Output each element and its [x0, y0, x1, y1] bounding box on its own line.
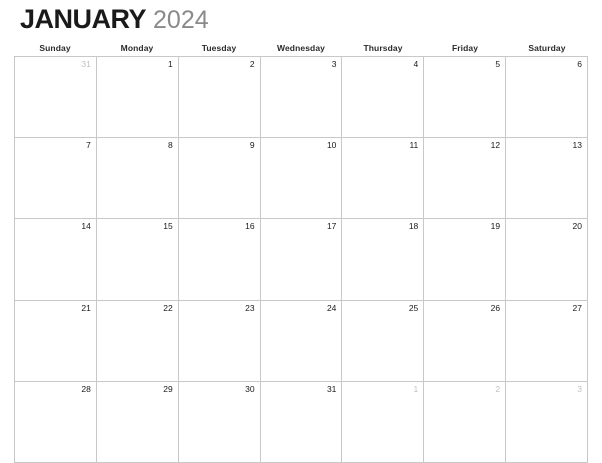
- day-number: 24: [326, 302, 337, 313]
- day-notes[interactable]: [428, 72, 501, 135]
- day-notes[interactable]: [19, 397, 92, 460]
- day-number: 31: [81, 59, 91, 69]
- day-notes[interactable]: [183, 72, 256, 135]
- month-label: JANUARY: [20, 4, 147, 34]
- day-notes[interactable]: [510, 153, 583, 216]
- day-notes[interactable]: [183, 234, 256, 297]
- day-cell[interactable]: [506, 57, 588, 138]
- day-number: 21: [81, 302, 91, 313]
- day-number: 27: [572, 302, 582, 313]
- day-number: 18: [408, 221, 419, 232]
- day-cell[interactable]: [261, 138, 343, 219]
- day-notes[interactable]: [19, 234, 92, 297]
- day-number: 6: [577, 59, 582, 69]
- day-cell[interactable]: [342, 382, 424, 463]
- day-notes[interactable]: [101, 153, 174, 216]
- day-cell[interactable]: [179, 301, 261, 382]
- day-number: 16: [245, 221, 255, 232]
- calendar-title: [14, 6, 588, 36]
- weekday-header-wednesday: Wednesday: [277, 43, 325, 53]
- day-notes[interactable]: [428, 316, 501, 379]
- day-notes[interactable]: [265, 72, 338, 135]
- day-cell[interactable]: [342, 301, 424, 382]
- day-notes[interactable]: [428, 153, 501, 216]
- day-number: 25: [408, 302, 419, 313]
- day-number: 8: [167, 140, 173, 151]
- day-number: 4: [413, 59, 419, 69]
- day-cell[interactable]: [179, 219, 261, 300]
- day-cell[interactable]: [97, 219, 179, 300]
- day-number: 2: [495, 383, 501, 394]
- day-notes[interactable]: [428, 397, 501, 460]
- weekday-header-sunday: Sunday: [39, 43, 71, 53]
- day-cell[interactable]: [506, 382, 588, 463]
- day-cell[interactable]: [506, 138, 588, 219]
- day-number: 3: [331, 59, 337, 69]
- day-cell[interactable]: [424, 219, 506, 300]
- day-number: 31: [326, 383, 337, 394]
- day-number: 1: [167, 59, 173, 69]
- weekday-header-row: [14, 40, 588, 56]
- day-notes[interactable]: [510, 316, 583, 379]
- calendar-grid: [14, 56, 588, 463]
- day-cell[interactable]: [97, 382, 179, 463]
- day-cell[interactable]: [179, 138, 261, 219]
- day-number: 29: [163, 383, 173, 394]
- day-notes[interactable]: [101, 397, 174, 460]
- day-cell[interactable]: [424, 301, 506, 382]
- day-cell[interactable]: [424, 138, 506, 219]
- day-cell[interactable]: [97, 301, 179, 382]
- weekday-header-saturday: Saturday: [528, 43, 566, 53]
- day-notes[interactable]: [101, 234, 174, 297]
- day-notes[interactable]: [346, 397, 419, 460]
- day-number: 13: [572, 140, 582, 151]
- weekday-header-monday: Monday: [120, 43, 154, 53]
- day-cell[interactable]: [15, 57, 97, 138]
- day-number: 10: [326, 140, 337, 151]
- day-notes[interactable]: [346, 72, 419, 135]
- day-number: 9: [249, 140, 255, 151]
- day-cell[interactable]: [424, 57, 506, 138]
- day-cell[interactable]: [179, 382, 261, 463]
- day-cell[interactable]: [261, 382, 343, 463]
- day-cell[interactable]: [261, 219, 343, 300]
- day-cell[interactable]: [424, 382, 506, 463]
- day-number: 15: [163, 221, 173, 232]
- day-notes[interactable]: [101, 316, 174, 379]
- day-notes[interactable]: [428, 234, 501, 297]
- day-cell[interactable]: [342, 219, 424, 300]
- day-notes[interactable]: [19, 72, 92, 135]
- day-cell[interactable]: [15, 301, 97, 382]
- day-notes[interactable]: [265, 234, 338, 297]
- day-number: 20: [572, 221, 582, 232]
- day-number: 2: [249, 59, 255, 69]
- day-cell[interactable]: [15, 219, 97, 300]
- day-number: 14: [81, 221, 91, 232]
- day-notes[interactable]: [19, 153, 92, 216]
- day-cell[interactable]: [97, 57, 179, 138]
- day-cell[interactable]: [506, 301, 588, 382]
- day-number: 1: [413, 383, 419, 394]
- weekday-header-friday: Friday: [451, 43, 479, 53]
- day-number: 30: [245, 383, 255, 394]
- day-notes[interactable]: [510, 397, 583, 460]
- day-number: 23: [245, 302, 255, 313]
- day-notes[interactable]: [510, 234, 583, 297]
- day-cell[interactable]: [342, 57, 424, 138]
- day-notes[interactable]: [346, 234, 419, 297]
- day-cell[interactable]: [15, 138, 97, 219]
- day-number: 3: [577, 383, 582, 394]
- day-number: 22: [163, 302, 173, 313]
- weekday-header-tuesday: Tuesday: [201, 43, 237, 53]
- day-cell[interactable]: [506, 219, 588, 300]
- day-number: 26: [490, 302, 501, 313]
- day-number: 17: [326, 221, 337, 232]
- day-notes[interactable]: [265, 397, 338, 460]
- day-cell[interactable]: [179, 57, 261, 138]
- day-notes[interactable]: [183, 153, 256, 216]
- day-number: 5: [495, 59, 501, 69]
- day-notes[interactable]: [265, 153, 338, 216]
- year-label: 2024: [153, 6, 209, 34]
- day-number: 19: [490, 221, 501, 232]
- day-number: 28: [81, 383, 91, 394]
- day-cell[interactable]: [15, 382, 97, 463]
- day-notes[interactable]: [19, 316, 92, 379]
- day-notes[interactable]: [101, 72, 174, 135]
- day-number: 7: [86, 140, 91, 151]
- day-notes[interactable]: [346, 316, 419, 379]
- weekday-header-thursday: Thursday: [363, 43, 403, 53]
- day-cell[interactable]: [342, 138, 424, 219]
- day-number: 12: [490, 140, 501, 151]
- day-notes[interactable]: [265, 316, 338, 379]
- day-notes[interactable]: [183, 316, 256, 379]
- day-notes[interactable]: [346, 153, 419, 216]
- day-notes[interactable]: [510, 72, 583, 135]
- day-number: 11: [409, 140, 419, 151]
- day-notes[interactable]: [183, 397, 256, 460]
- day-cell[interactable]: [261, 57, 343, 138]
- day-cell[interactable]: [261, 301, 343, 382]
- day-cell[interactable]: [97, 138, 179, 219]
